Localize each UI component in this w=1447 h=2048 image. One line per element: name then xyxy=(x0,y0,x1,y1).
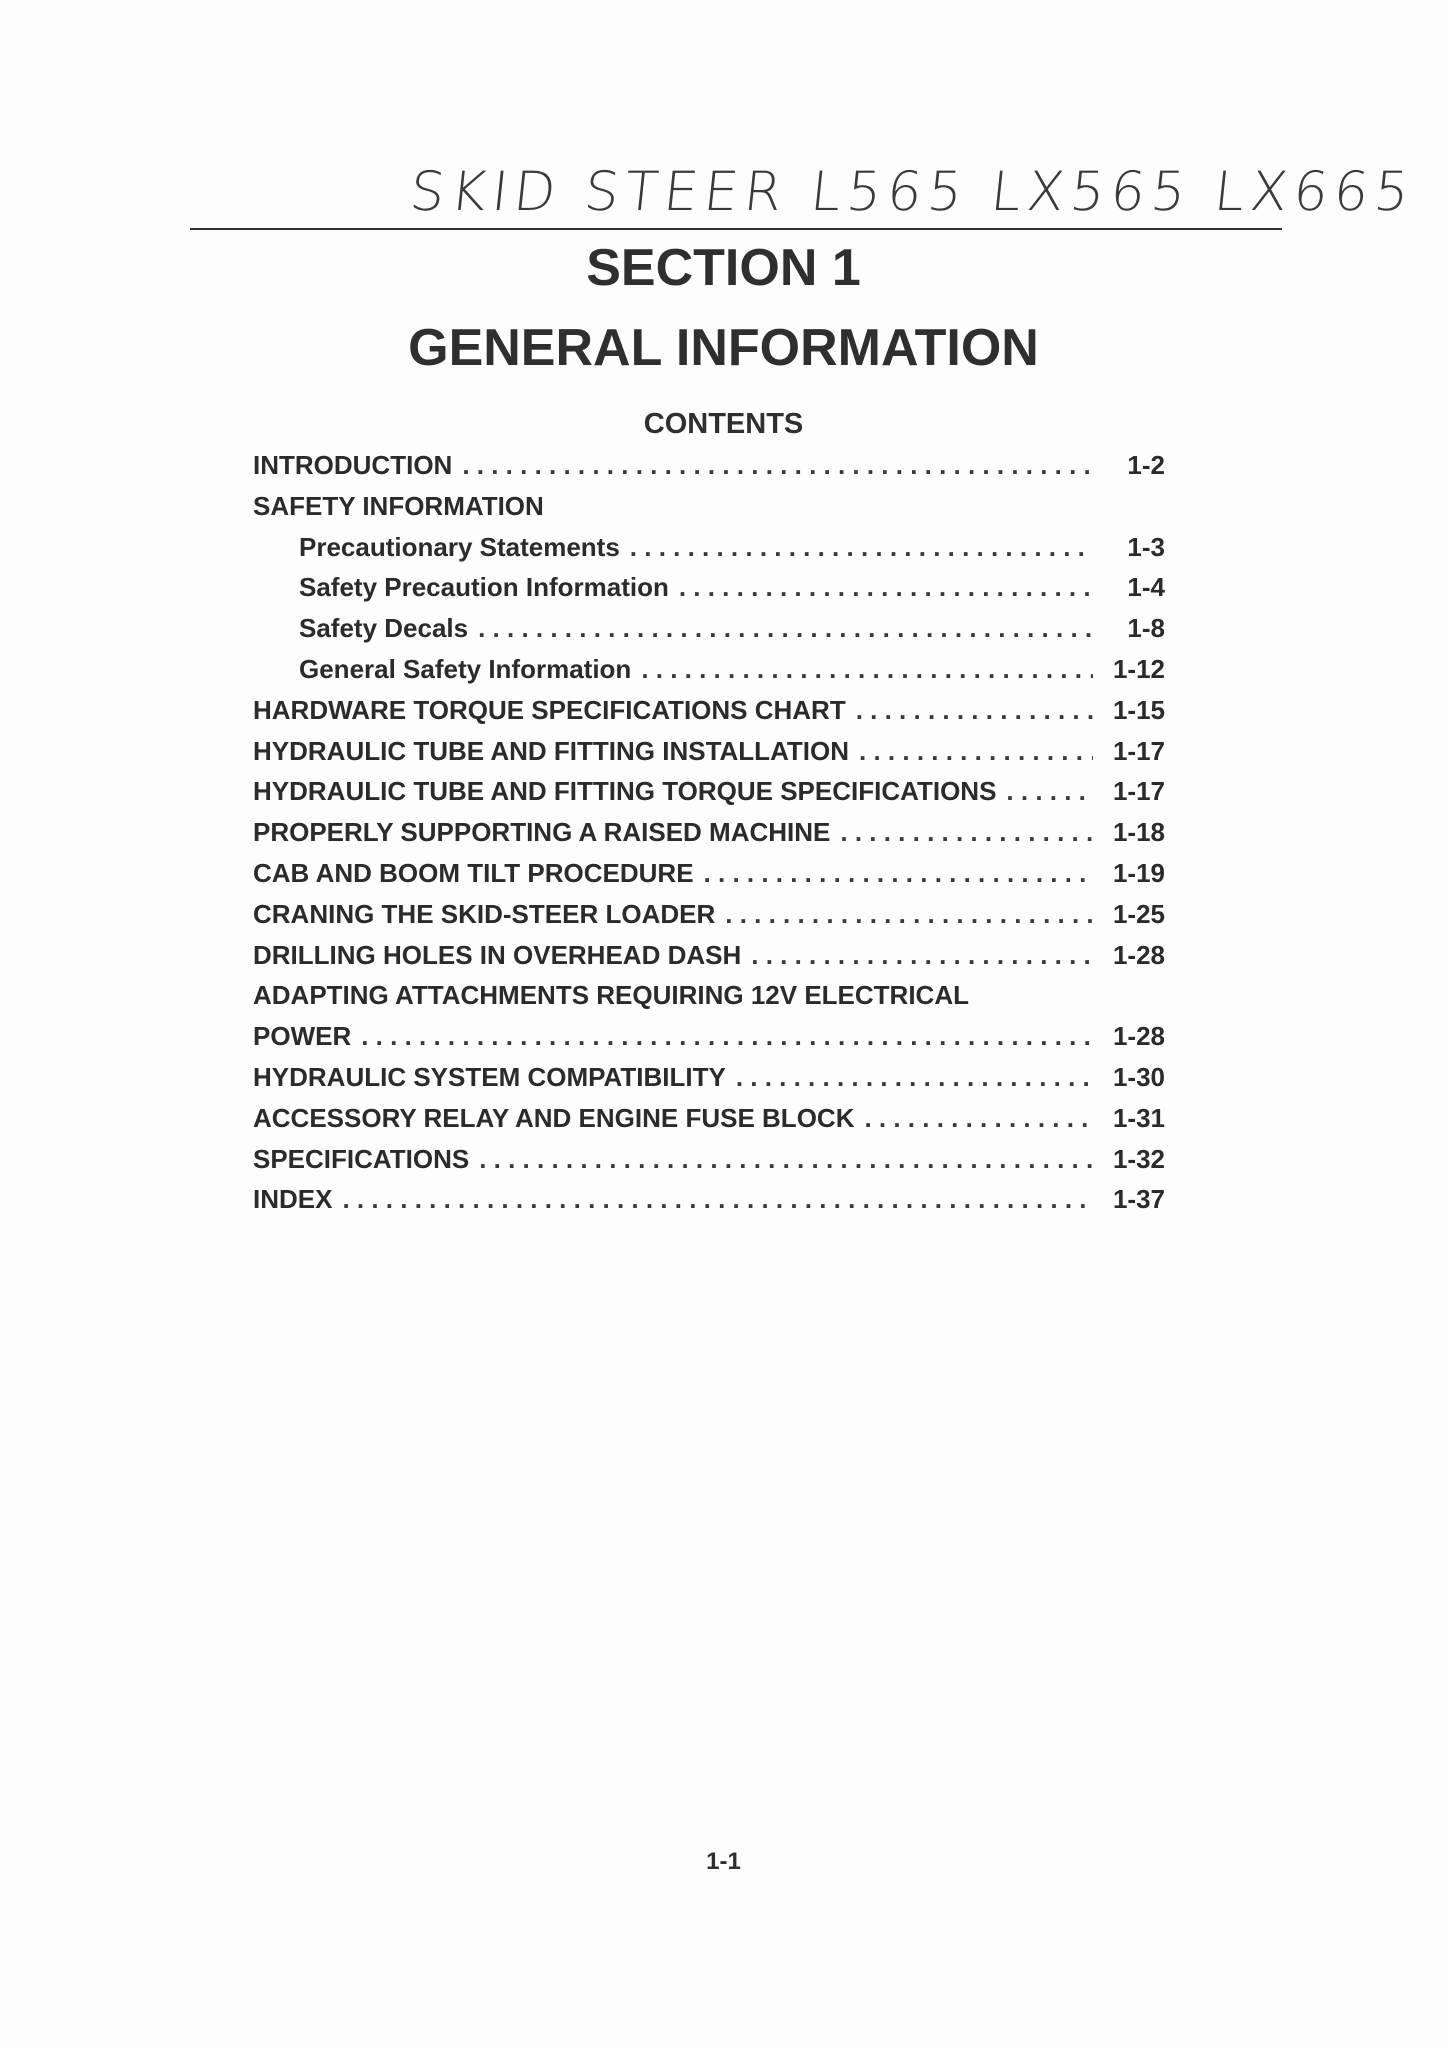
toc-leader-dots xyxy=(1006,776,1093,807)
toc-entry-page: 1-32 xyxy=(1112,1143,1165,1174)
toc-entry-label: HYDRAULIC SYSTEM COMPATIBILITY xyxy=(253,1061,726,1092)
toc-entry-label: ADAPTING ATTACHMENTS REQUIRING 12V ELECTRICAL xyxy=(253,980,969,1011)
table-of-contents xyxy=(253,450,1165,1225)
toc-entry xyxy=(253,980,1165,1021)
toc-leader-dots xyxy=(361,1021,1093,1052)
toc-entry-page: 1-4 xyxy=(1127,572,1165,603)
toc-leader-dots xyxy=(641,654,1093,685)
toc-entry-page: 1-30 xyxy=(1112,1061,1165,1092)
toc-entry-page: 1-31 xyxy=(1112,1102,1165,1133)
toc-entry-label: CRANING THE SKID-STEER LOADER xyxy=(253,898,716,929)
toc-entry[interactable] xyxy=(253,817,1165,858)
toc-entry[interactable] xyxy=(253,695,1165,736)
toc-leader-dots xyxy=(751,940,1093,971)
toc-entry-page: 1-15 xyxy=(1112,694,1165,725)
toc-entry[interactable] xyxy=(253,1184,1165,1225)
toc-entry-label: Safety Decals xyxy=(299,613,469,644)
toc-entry[interactable] xyxy=(253,654,1165,695)
toc-entry[interactable] xyxy=(253,1021,1165,1062)
toc-entry[interactable] xyxy=(253,1103,1165,1144)
toc-entry-label: PROPERLY SUPPORTING A RAISED MACHINE xyxy=(253,817,831,848)
toc-entry-page: 1-37 xyxy=(1112,1184,1165,1215)
header-rule xyxy=(190,228,1282,230)
toc-leader-dots xyxy=(342,1184,1093,1215)
toc-entry[interactable] xyxy=(253,858,1165,899)
toc-entry[interactable] xyxy=(253,899,1165,940)
contents-heading: CONTENTS xyxy=(643,408,804,440)
toc-entry-page: 1-28 xyxy=(1112,1021,1165,1052)
toc-entry-page: 1-18 xyxy=(1112,817,1165,848)
toc-entry-page: 1-19 xyxy=(1112,857,1165,888)
toc-leader-dots xyxy=(725,899,1093,930)
toc-leader-dots xyxy=(679,572,1093,603)
toc-leader-dots xyxy=(478,613,1093,644)
toc-entry-label: POWER xyxy=(253,1021,352,1052)
toc-entry-page: 1-17 xyxy=(1112,776,1165,807)
toc-entry[interactable] xyxy=(253,613,1165,654)
toc-entry[interactable] xyxy=(253,450,1165,491)
toc-entry-label: HARDWARE TORQUE SPECIFICATIONS CHART xyxy=(253,694,846,725)
toc-entry[interactable] xyxy=(253,1062,1165,1103)
toc-entry-page: 1-2 xyxy=(1127,450,1165,480)
toc-entry-label: CAB AND BOOM TILT PROCEDURE xyxy=(253,857,694,888)
toc-entry[interactable] xyxy=(253,940,1165,981)
toc-entry-label: HYDRAULIC TUBE AND FITTING TORQUE SPECIFICATIONS xyxy=(253,776,997,807)
toc-entry[interactable] xyxy=(253,776,1165,817)
toc-entry[interactable] xyxy=(253,532,1165,573)
toc-entry[interactable] xyxy=(253,1144,1165,1185)
toc-entry-page: 1-28 xyxy=(1112,939,1165,970)
page-number: 1-1 xyxy=(706,1848,741,1875)
toc-entry-label: INDEX xyxy=(253,1184,333,1215)
section-number: SECTION 1 xyxy=(586,239,861,297)
toc-leader-dots xyxy=(462,450,1093,481)
toc-entry-page: 1-12 xyxy=(1112,653,1165,684)
toc-entry-page: 1-8 xyxy=(1127,613,1165,644)
toc-leader-dots xyxy=(864,1103,1093,1134)
toc-entry-label: Safety Precaution Information xyxy=(299,572,669,603)
toc-entry-label: SPECIFICATIONS xyxy=(253,1143,470,1174)
toc-entry-label: Precautionary Statements xyxy=(299,531,620,562)
section-title: GENERAL INFORMATION xyxy=(408,319,1039,377)
toc-leader-dots xyxy=(630,532,1093,563)
toc-entry-label: HYDRAULIC TUBE AND FITTING INSTALLATION xyxy=(253,735,850,766)
toc-entry-label: DRILLING HOLES IN OVERHEAD DASH xyxy=(253,939,742,970)
toc-leader-dots xyxy=(736,1062,1093,1093)
toc-leader-dots xyxy=(840,817,1093,848)
handwritten-note: SKID STEER L565 LX565 LX665 xyxy=(407,160,1419,223)
toc-entry[interactable] xyxy=(253,572,1165,613)
toc-entry-label: General Safety Information xyxy=(299,653,632,684)
toc-leader-dots xyxy=(856,695,1093,726)
toc-entry-label: ACCESSORY RELAY AND ENGINE FUSE BLOCK xyxy=(253,1102,855,1133)
toc-leader-dots xyxy=(859,736,1093,767)
toc-entry-page: 1-3 xyxy=(1127,531,1165,562)
toc-entry-page: 1-17 xyxy=(1112,735,1165,766)
toc-entry[interactable] xyxy=(253,736,1165,777)
toc-entry-label: SAFETY INFORMATION xyxy=(253,490,544,521)
toc-entry xyxy=(253,491,1165,532)
toc-entry-label: INTRODUCTION xyxy=(253,450,453,480)
toc-leader-dots xyxy=(704,858,1093,889)
toc-leader-dots xyxy=(479,1144,1093,1175)
toc-entry-page: 1-25 xyxy=(1112,898,1165,929)
